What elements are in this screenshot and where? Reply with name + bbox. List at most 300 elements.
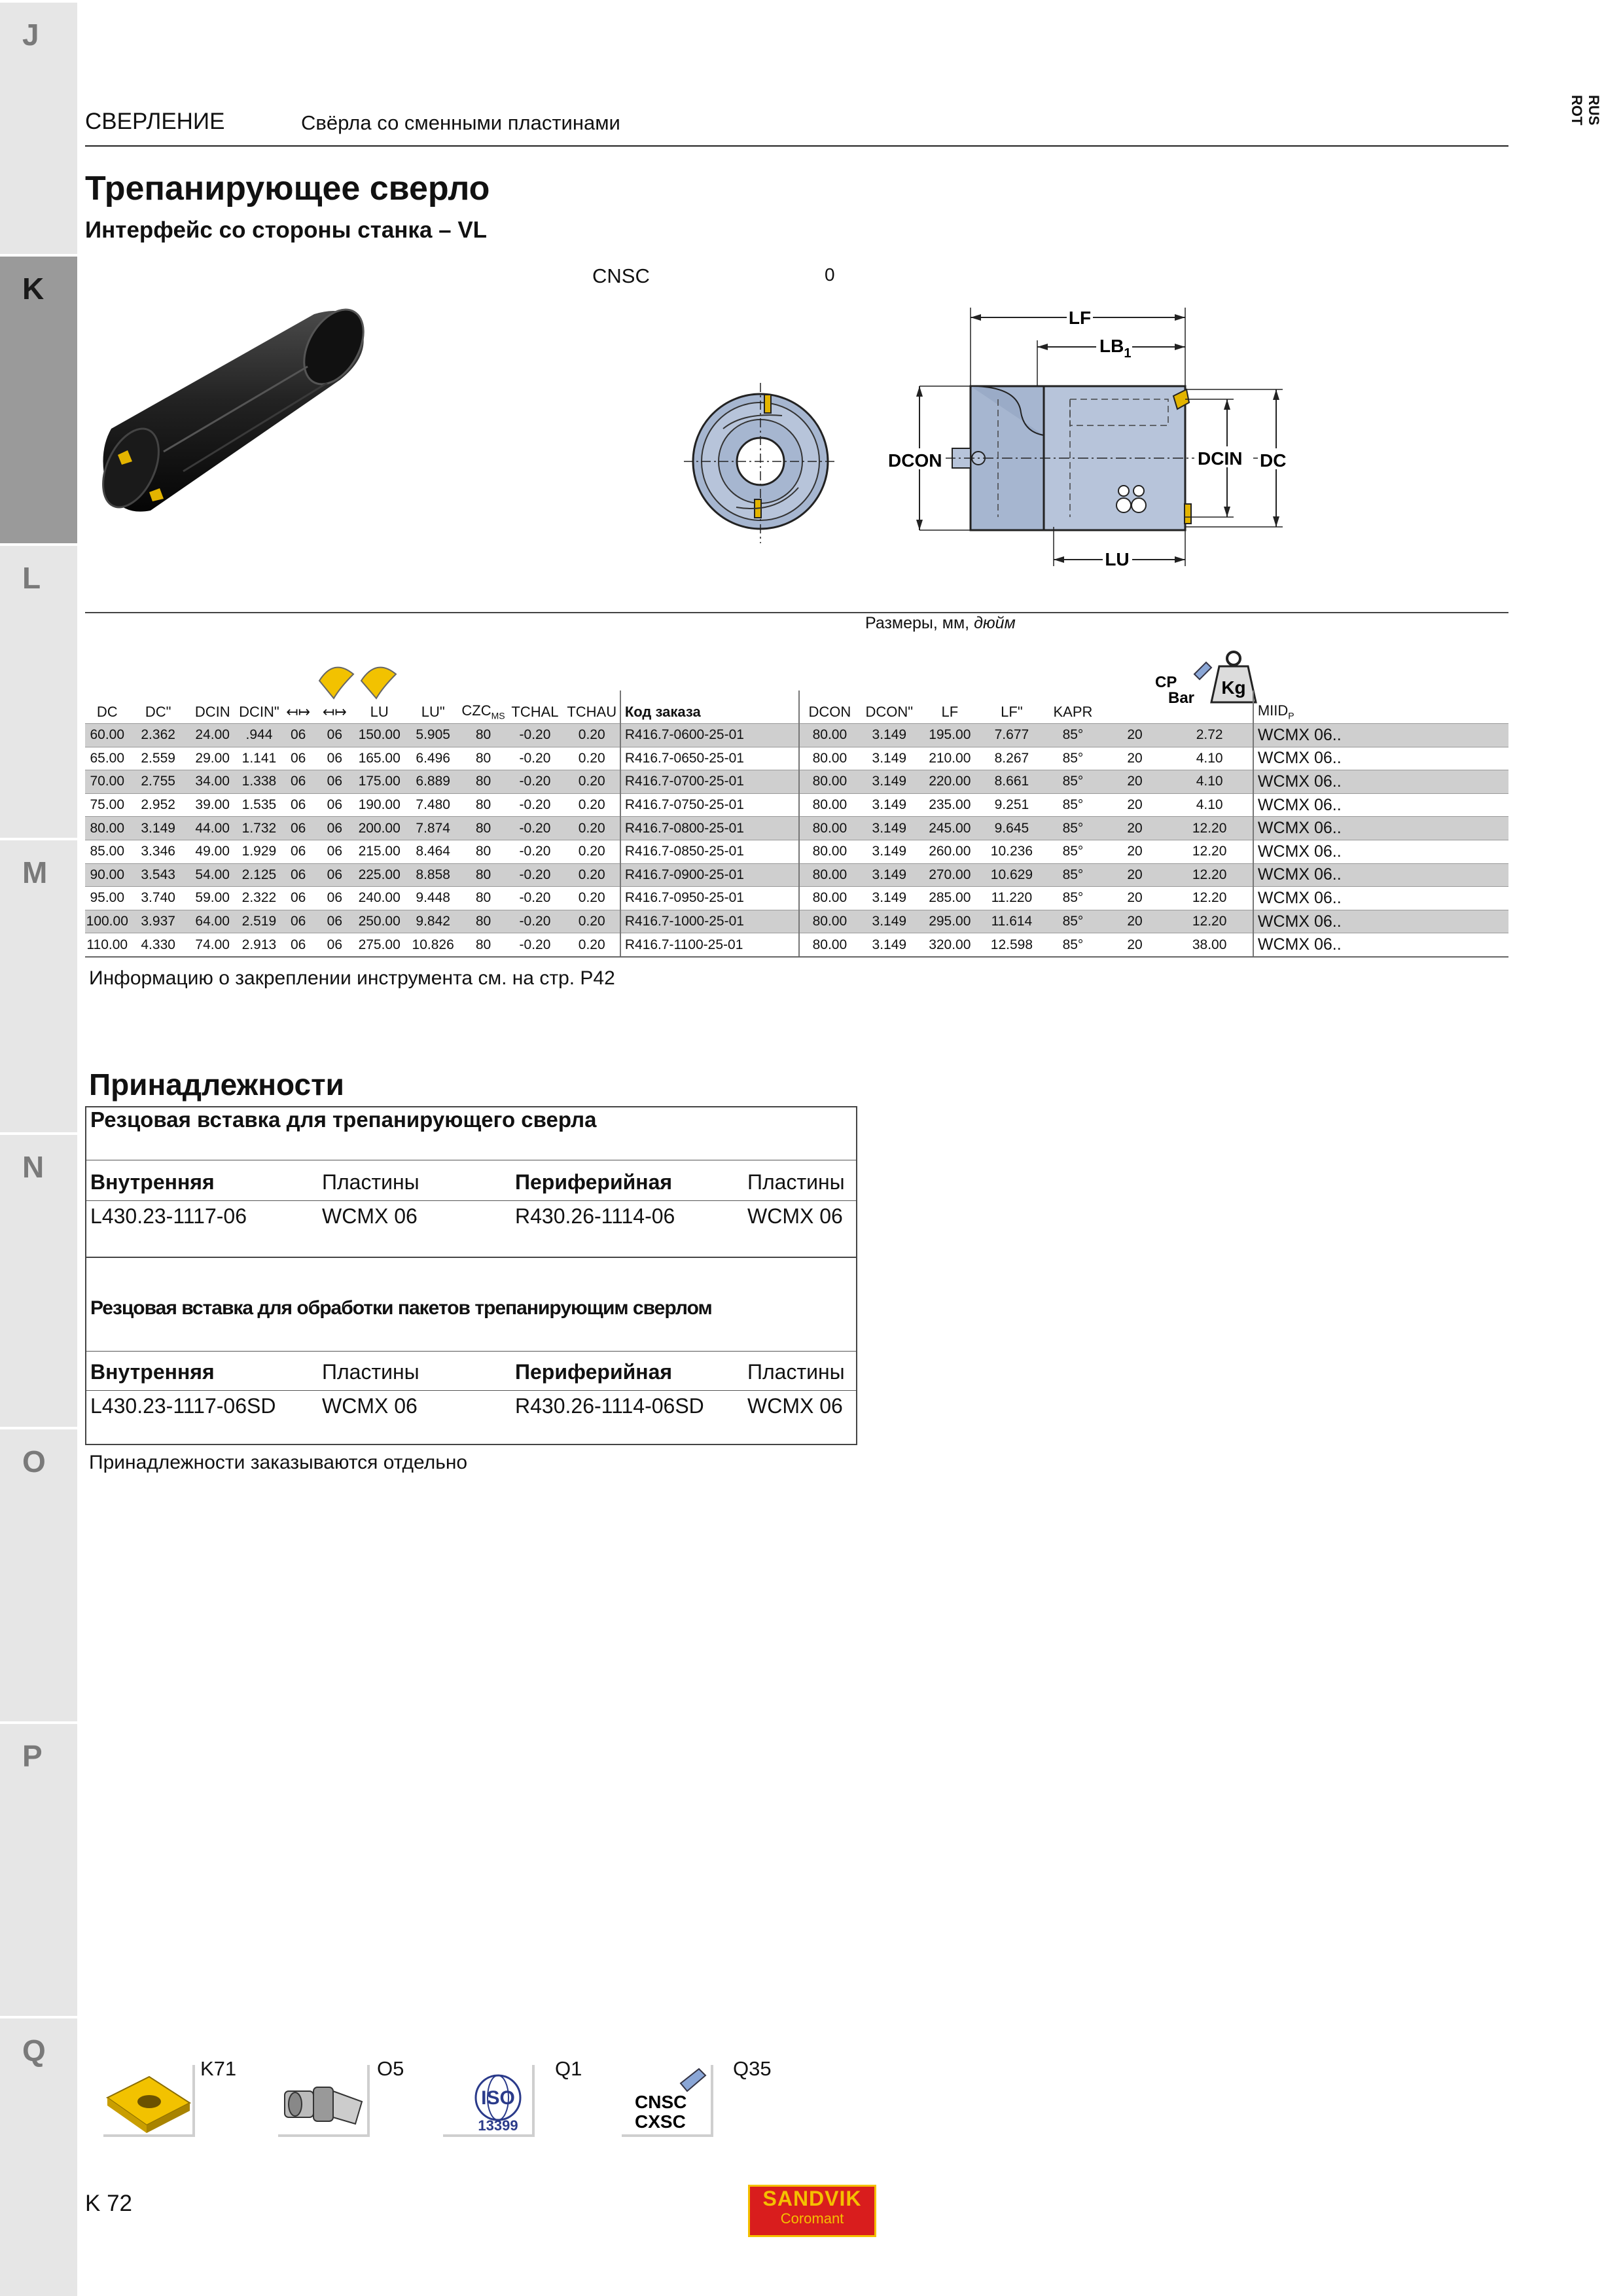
table-cell: 2.362 bbox=[130, 724, 187, 747]
table-cell: 12.20 bbox=[1166, 817, 1253, 840]
section-tab-j[interactable] bbox=[0, 0, 77, 254]
table-row bbox=[85, 747, 1508, 770]
column-header: DCON bbox=[799, 691, 860, 724]
table-cell: WCMX 06.. bbox=[1253, 793, 1508, 817]
table-cell: WCMX 06.. bbox=[1253, 817, 1508, 840]
table-cell: 54.00 bbox=[187, 863, 238, 887]
table-cell: 20 bbox=[1103, 910, 1167, 933]
table-cell: 9.645 bbox=[981, 817, 1043, 840]
column-header: DC bbox=[96, 704, 118, 720]
table-cell: 200.00 bbox=[353, 817, 406, 840]
tab-letter: K bbox=[22, 272, 45, 306]
header-plates: Пластины bbox=[747, 1170, 845, 1194]
section-tab-l[interactable] bbox=[0, 543, 77, 838]
table-cell: 0.20 bbox=[564, 770, 620, 794]
table-cell: 06 bbox=[280, 910, 316, 933]
table-cell: 11.614 bbox=[981, 910, 1043, 933]
table-cell: R416.7-0800-25-01 bbox=[620, 817, 799, 840]
table-cell: 2.559 bbox=[130, 747, 187, 770]
table-cell: 20 bbox=[1103, 887, 1167, 910]
table-cell: 0.20 bbox=[564, 863, 620, 887]
table-cell: 220.00 bbox=[919, 770, 981, 794]
column-header: LU" bbox=[421, 704, 445, 720]
table-cell: 275.00 bbox=[353, 933, 406, 957]
table-cell: 3.149 bbox=[860, 933, 919, 957]
dimensions-note bbox=[865, 614, 1016, 633]
table-cell: 10.629 bbox=[981, 863, 1043, 887]
czc-subscript: MS bbox=[491, 710, 505, 721]
table-row bbox=[85, 817, 1508, 840]
table-cell: 85° bbox=[1043, 910, 1103, 933]
table-cell: 2.519 bbox=[238, 910, 281, 933]
table-cell: 7.874 bbox=[406, 817, 461, 840]
table-cell: 06 bbox=[316, 817, 353, 840]
table-cell: 210.00 bbox=[919, 747, 981, 770]
table-cell: 3.149 bbox=[860, 840, 919, 863]
table-cell: -0.20 bbox=[506, 747, 563, 770]
table-cell: 4.330 bbox=[130, 933, 187, 957]
table-cell: 3.740 bbox=[130, 887, 187, 910]
table-cell: WCMX 06.. bbox=[1253, 910, 1508, 933]
table-cell: 110.00 bbox=[85, 933, 130, 957]
column-header-miid bbox=[1253, 691, 1508, 724]
iso-13399-icon bbox=[443, 2065, 532, 2134]
miid-subscript: P bbox=[1288, 710, 1294, 721]
table-cell: 8.858 bbox=[406, 863, 461, 887]
table-cell: 80 bbox=[461, 887, 507, 910]
table-cell: R416.7-0700-25-01 bbox=[620, 770, 799, 794]
header-plates: Пластины bbox=[322, 1360, 419, 1384]
divider bbox=[86, 1200, 856, 1201]
table-cell: 80.00 bbox=[799, 887, 860, 910]
table-cell: 150.00 bbox=[353, 724, 406, 747]
table-cell: 3.149 bbox=[860, 887, 919, 910]
table-row bbox=[85, 770, 1508, 794]
table-cell: 85° bbox=[1043, 770, 1103, 794]
table-cell: 4.10 bbox=[1166, 747, 1253, 770]
section-tab-m[interactable] bbox=[0, 838, 77, 1132]
logo-line1: SANDVIK bbox=[762, 2187, 862, 2210]
group1-title: Резцовая вставка для трепанирующего сверла bbox=[90, 1107, 597, 1132]
table-cell: 80.00 bbox=[799, 840, 860, 863]
table-row bbox=[85, 887, 1508, 910]
column-header: DC" bbox=[145, 704, 171, 720]
divider bbox=[86, 1390, 856, 1391]
g2-inner-plate: WCMX 06 bbox=[322, 1394, 418, 1418]
table-cell: 85° bbox=[1043, 817, 1103, 840]
table-cell: 20 bbox=[1103, 747, 1167, 770]
accessories-title: Принадлежности bbox=[89, 1067, 344, 1102]
header-plates: Пластины bbox=[322, 1170, 419, 1194]
table-cell: 06 bbox=[316, 747, 353, 770]
table-cell: R416.7-0900-25-01 bbox=[620, 863, 799, 887]
table-cell: 60.00 bbox=[85, 724, 130, 747]
column-header-outer-insert: ↤↦ bbox=[322, 704, 347, 720]
table-cell: 80.00 bbox=[799, 770, 860, 794]
section-heading: СВЕРЛЕНИЕ bbox=[85, 109, 225, 134]
table-cell: 06 bbox=[280, 863, 316, 887]
table-cell: 2.125 bbox=[238, 863, 281, 887]
table-cell: 80 bbox=[461, 793, 507, 817]
table-cell: 80 bbox=[461, 863, 507, 887]
table-cell: 165.00 bbox=[353, 747, 406, 770]
table-cell: 0.20 bbox=[564, 793, 620, 817]
table-cell: WCMX 06.. bbox=[1253, 887, 1508, 910]
g2-outer-plate: WCMX 06 bbox=[747, 1394, 843, 1418]
column-header-weight bbox=[1166, 691, 1253, 724]
table-cell: 95.00 bbox=[85, 887, 130, 910]
insert-icon bbox=[1185, 504, 1191, 524]
table-cell: 240.00 bbox=[353, 887, 406, 910]
tab-letter: L bbox=[22, 561, 41, 595]
table-cell: 80.00 bbox=[85, 817, 130, 840]
table-cell: 06 bbox=[280, 724, 316, 747]
table-cell: 85° bbox=[1043, 747, 1103, 770]
table-cell: 2.913 bbox=[238, 933, 281, 957]
table-cell: 12.598 bbox=[981, 933, 1043, 957]
czc-label: CZC bbox=[461, 702, 491, 719]
table-cell: 0.20 bbox=[564, 840, 620, 863]
table-cell: WCMX 06.. bbox=[1253, 770, 1508, 794]
table-cell: 175.00 bbox=[353, 770, 406, 794]
table-row bbox=[85, 910, 1508, 933]
divider bbox=[86, 1257, 856, 1258]
table-cell: 3.149 bbox=[860, 747, 919, 770]
table-cell: 3.149 bbox=[860, 863, 919, 887]
tab-letter: J bbox=[22, 18, 39, 52]
page-title: Трепанирующее сверло bbox=[85, 170, 490, 207]
table-row bbox=[85, 793, 1508, 817]
table-cell: 85° bbox=[1043, 793, 1103, 817]
tab-letter: Q bbox=[22, 2034, 46, 2068]
table-cell: -0.20 bbox=[506, 724, 563, 747]
spec-table bbox=[85, 691, 1508, 958]
g1-outer-code: R430.26-1114-06 bbox=[515, 1204, 675, 1228]
product-photo bbox=[92, 301, 386, 524]
table-cell: WCMX 06.. bbox=[1253, 724, 1508, 747]
spec-table-wrap bbox=[85, 691, 1508, 958]
g2-inner-code: L430.23-1117-06SD bbox=[90, 1394, 276, 1418]
table-cell: 8.661 bbox=[981, 770, 1043, 794]
table-cell: 4.10 bbox=[1166, 793, 1253, 817]
table-cell: 270.00 bbox=[919, 863, 981, 887]
cnsc-ref-link[interactable] bbox=[622, 2065, 713, 2137]
kg-label: Kg bbox=[1221, 677, 1246, 698]
table-cell: 06 bbox=[316, 933, 353, 957]
table-cell: 20 bbox=[1103, 817, 1167, 840]
column-header: LU bbox=[370, 704, 389, 720]
cnsc-cxsc-icon bbox=[622, 2065, 711, 2134]
table-cell: 3.346 bbox=[130, 840, 187, 863]
table-cell: 285.00 bbox=[919, 887, 981, 910]
table-cell: 74.00 bbox=[187, 933, 238, 957]
table-cell: 20 bbox=[1103, 933, 1167, 957]
table-cell: 59.00 bbox=[187, 887, 238, 910]
holder-ref-link[interactable] bbox=[278, 2065, 370, 2137]
table-cell: 295.00 bbox=[919, 910, 981, 933]
table-cell: 195.00 bbox=[919, 724, 981, 747]
subsection-heading: Свёрла со сменными пластинами bbox=[301, 111, 620, 134]
section-tab-q[interactable] bbox=[0, 2016, 77, 2296]
table-cell: 0.20 bbox=[564, 817, 620, 840]
page-subtitle: Интерфейс со стороны станка – VL bbox=[85, 217, 488, 243]
tool-holder-icon bbox=[278, 2065, 367, 2134]
dims-label-text: Размеры, мм, bbox=[865, 614, 974, 632]
column-header: LF bbox=[941, 704, 959, 720]
header-outer: Периферийная bbox=[515, 1360, 673, 1384]
table-cell: 06 bbox=[316, 793, 353, 817]
table-cell: 39.00 bbox=[187, 793, 238, 817]
table-cell: WCMX 06.. bbox=[1253, 863, 1508, 887]
g2-outer-code: R430.26-1114-06SD bbox=[515, 1394, 704, 1418]
table-cell: 8.267 bbox=[981, 747, 1043, 770]
front-view-drawing bbox=[684, 383, 841, 556]
column-header-order-code: Код заказа bbox=[620, 691, 799, 724]
table-cell: 215.00 bbox=[353, 840, 406, 863]
column-header-inner-insert: ↤↦ bbox=[286, 704, 311, 720]
table-cell: 06 bbox=[280, 770, 316, 794]
table-cell: 80.00 bbox=[799, 793, 860, 817]
table-cell: 06 bbox=[280, 747, 316, 770]
table-cell: R416.7-0950-25-01 bbox=[620, 887, 799, 910]
table-cell: 06 bbox=[280, 887, 316, 910]
column-header: LF" bbox=[1001, 704, 1023, 720]
bar-label: Bar bbox=[1168, 689, 1195, 707]
tab-letter: P bbox=[22, 1739, 43, 1773]
iso-text: ISO bbox=[481, 2087, 515, 2109]
table-cell: R416.7-0850-25-01 bbox=[620, 840, 799, 863]
column-header: KAPR bbox=[1053, 704, 1093, 720]
table-cell: 3.149 bbox=[860, 817, 919, 840]
insert-ref-label[interactable]: K71 bbox=[200, 2057, 237, 2080]
section-tab-o[interactable] bbox=[0, 1427, 77, 1721]
section-tab-p[interactable] bbox=[0, 1721, 77, 2016]
table-cell: 80.00 bbox=[799, 863, 860, 887]
table-cell: 2.322 bbox=[238, 887, 281, 910]
table-cell: 2.952 bbox=[130, 793, 187, 817]
table-cell: 3.149 bbox=[130, 817, 187, 840]
lb1-label: $LB_1$ bbox=[1099, 336, 1132, 361]
table-cell: 80.00 bbox=[799, 747, 860, 770]
lu-label: LU bbox=[1105, 549, 1130, 569]
dcin-label: DCIN bbox=[1198, 448, 1243, 469]
table-cell: 0.20 bbox=[564, 724, 620, 747]
table-cell: 260.00 bbox=[919, 840, 981, 863]
table-cell: 06 bbox=[316, 724, 353, 747]
header-plates: Пластины bbox=[747, 1360, 845, 1384]
table-cell: 34.00 bbox=[187, 770, 238, 794]
clamping-note: Информацию о закреплении инструмента см. на стр. P42 bbox=[89, 967, 615, 989]
table-cell: 80.00 bbox=[799, 724, 860, 747]
column-header: TCHAU bbox=[567, 704, 617, 720]
section-tab-k[interactable] bbox=[0, 254, 77, 543]
table-cell: 80 bbox=[461, 747, 507, 770]
table-cell: 190.00 bbox=[353, 793, 406, 817]
insert-icon bbox=[103, 2065, 192, 2134]
column-header: DCON" bbox=[865, 704, 914, 720]
table-cell: 80 bbox=[461, 933, 507, 957]
lf-label: LF bbox=[1068, 308, 1092, 328]
dc-label: DC bbox=[1260, 450, 1287, 471]
table-row bbox=[85, 724, 1508, 747]
table-cell: 3.149 bbox=[860, 724, 919, 747]
header-inner: Внутренняя bbox=[90, 1360, 215, 1384]
table-cell: 85° bbox=[1043, 724, 1103, 747]
table-cell: 06 bbox=[280, 793, 316, 817]
table-cell: 24.00 bbox=[187, 724, 238, 747]
table-cell: 10.826 bbox=[406, 933, 461, 957]
miid-label: MIID bbox=[1257, 702, 1289, 719]
accessories-note: Принадлежности заказываются отдельно bbox=[89, 1452, 468, 1473]
table-cell: 3.543 bbox=[130, 863, 187, 887]
insert-icon bbox=[764, 395, 771, 413]
table-cell: 90.00 bbox=[85, 863, 130, 887]
table-cell: 06 bbox=[316, 840, 353, 863]
table-cell: R416.7-1100-25-01 bbox=[620, 933, 799, 957]
table-cell: 80.00 bbox=[799, 933, 860, 957]
sandvik-coromant-logo bbox=[748, 2185, 876, 2237]
table-cell: 1.732 bbox=[238, 817, 281, 840]
table-row bbox=[85, 933, 1508, 957]
table-cell: 11.220 bbox=[981, 887, 1043, 910]
table-cell: 85.00 bbox=[85, 840, 130, 863]
g1-outer-plate: WCMX 06 bbox=[747, 1204, 843, 1228]
table-cell: 85° bbox=[1043, 840, 1103, 863]
table-cell: 85° bbox=[1043, 887, 1103, 910]
table-cell: 44.00 bbox=[187, 817, 238, 840]
g1-inner-plate: WCMX 06 bbox=[322, 1204, 418, 1228]
table-cell: 29.00 bbox=[187, 747, 238, 770]
iso-ref-link[interactable] bbox=[443, 2065, 535, 2137]
table-cell: 80 bbox=[461, 770, 507, 794]
table-cell: 250.00 bbox=[353, 910, 406, 933]
table-cell: 9.251 bbox=[981, 793, 1043, 817]
table-cell: 06 bbox=[280, 933, 316, 957]
table-cell: 12.20 bbox=[1166, 887, 1253, 910]
table-cell: -0.20 bbox=[506, 887, 563, 910]
logo-line2: Coromant bbox=[780, 2210, 844, 2227]
table-cell: 6.889 bbox=[406, 770, 461, 794]
table-cell: 20 bbox=[1103, 724, 1167, 747]
cnsc-ref-label[interactable]: Q35 bbox=[733, 2057, 772, 2080]
table-cell: 8.464 bbox=[406, 840, 461, 863]
table-cell: 70.00 bbox=[85, 770, 130, 794]
table-cell: 1.338 bbox=[238, 770, 281, 794]
table-cell: -0.20 bbox=[506, 933, 563, 957]
table-cell: 80 bbox=[461, 910, 507, 933]
table-row bbox=[85, 863, 1508, 887]
insert-ref-link[interactable] bbox=[103, 2065, 195, 2137]
table-cell: R416.7-0750-25-01 bbox=[620, 793, 799, 817]
table-cell: 0.20 bbox=[564, 747, 620, 770]
table-cell: WCMX 06.. bbox=[1253, 747, 1508, 770]
table-row bbox=[85, 840, 1508, 863]
header-inner: Внутренняя bbox=[90, 1170, 215, 1194]
table-cell: -0.20 bbox=[506, 910, 563, 933]
column-header: TCHAL bbox=[511, 704, 559, 720]
iso-ref-label[interactable]: Q1 bbox=[555, 2057, 582, 2080]
table-cell: 06 bbox=[316, 910, 353, 933]
table-cell: 75.00 bbox=[85, 793, 130, 817]
table-cell: 9.448 bbox=[406, 887, 461, 910]
table-cell: 4.10 bbox=[1166, 770, 1253, 794]
table-cell: 3.937 bbox=[130, 910, 187, 933]
table-cell: 1.929 bbox=[238, 840, 281, 863]
section-sidebar bbox=[0, 0, 77, 2296]
table-cell: 1.141 bbox=[238, 747, 281, 770]
table-cell: -0.20 bbox=[506, 793, 563, 817]
table-cell: 80.00 bbox=[799, 817, 860, 840]
g1-inner-code: L430.23-1117-06 bbox=[90, 1204, 247, 1228]
column-header-czc bbox=[461, 691, 507, 724]
table-cell: 2.755 bbox=[130, 770, 187, 794]
table-cell: 49.00 bbox=[187, 840, 238, 863]
table-cell: -0.20 bbox=[506, 863, 563, 887]
table-cell: 7.480 bbox=[406, 793, 461, 817]
table-cell: 320.00 bbox=[919, 933, 981, 957]
table-cell: 3.149 bbox=[860, 770, 919, 794]
table-top-rule bbox=[85, 612, 1508, 613]
table-cell: 65.00 bbox=[85, 747, 130, 770]
dims-label-italic: дюйм bbox=[974, 614, 1016, 632]
cnsc-value: 0 bbox=[825, 264, 835, 285]
language-code: RUS ROT bbox=[1569, 95, 1602, 126]
table-cell: 3.149 bbox=[860, 793, 919, 817]
table-cell: 3.149 bbox=[860, 910, 919, 933]
table-cell: 80 bbox=[461, 724, 507, 747]
table-cell: 20 bbox=[1103, 863, 1167, 887]
header-divider bbox=[85, 145, 1508, 147]
table-cell: 0.20 bbox=[564, 887, 620, 910]
header-outer: Периферийная bbox=[515, 1170, 673, 1194]
column-header: DCIN" bbox=[239, 704, 279, 720]
table-cell: 5.905 bbox=[406, 724, 461, 747]
divider bbox=[86, 1351, 856, 1352]
page-number: K 72 bbox=[85, 2191, 132, 2216]
table-cell: 20 bbox=[1103, 840, 1167, 863]
table-cell: 6.496 bbox=[406, 747, 461, 770]
table-cell: 9.842 bbox=[406, 910, 461, 933]
cp-label: CP bbox=[1155, 673, 1177, 691]
table-cell: 64.00 bbox=[187, 910, 238, 933]
table-cell: R416.7-1000-25-01 bbox=[620, 910, 799, 933]
tab-letter: M bbox=[22, 855, 48, 889]
side-view-drawing bbox=[887, 301, 1293, 576]
table-cell: 06 bbox=[316, 770, 353, 794]
iso-number: 13399 bbox=[478, 2117, 518, 2134]
table-cell: 12.20 bbox=[1166, 863, 1253, 887]
section-tab-n[interactable] bbox=[0, 1132, 77, 1427]
table-cell: 06 bbox=[316, 863, 353, 887]
holder-ref-label[interactable]: O5 bbox=[377, 2057, 404, 2080]
table-cell: 7.677 bbox=[981, 724, 1043, 747]
table-cell: 2.72 bbox=[1166, 724, 1253, 747]
table-cell: 235.00 bbox=[919, 793, 981, 817]
dcon-label: DCON bbox=[888, 450, 942, 471]
table-cell: 85° bbox=[1043, 933, 1103, 957]
table-cell: 80.00 bbox=[799, 910, 860, 933]
table-cell: 85° bbox=[1043, 863, 1103, 887]
table-cell: 1.535 bbox=[238, 793, 281, 817]
table-cell: 80 bbox=[461, 840, 507, 863]
tab-letter: N bbox=[22, 1150, 45, 1184]
table-cell: 100.00 bbox=[85, 910, 130, 933]
table-cell: WCMX 06.. bbox=[1253, 840, 1508, 863]
table-cell: 0.20 bbox=[564, 933, 620, 957]
table-cell: .944 bbox=[238, 724, 281, 747]
column-header: DCIN bbox=[194, 704, 230, 720]
table-cell: 20 bbox=[1103, 770, 1167, 794]
